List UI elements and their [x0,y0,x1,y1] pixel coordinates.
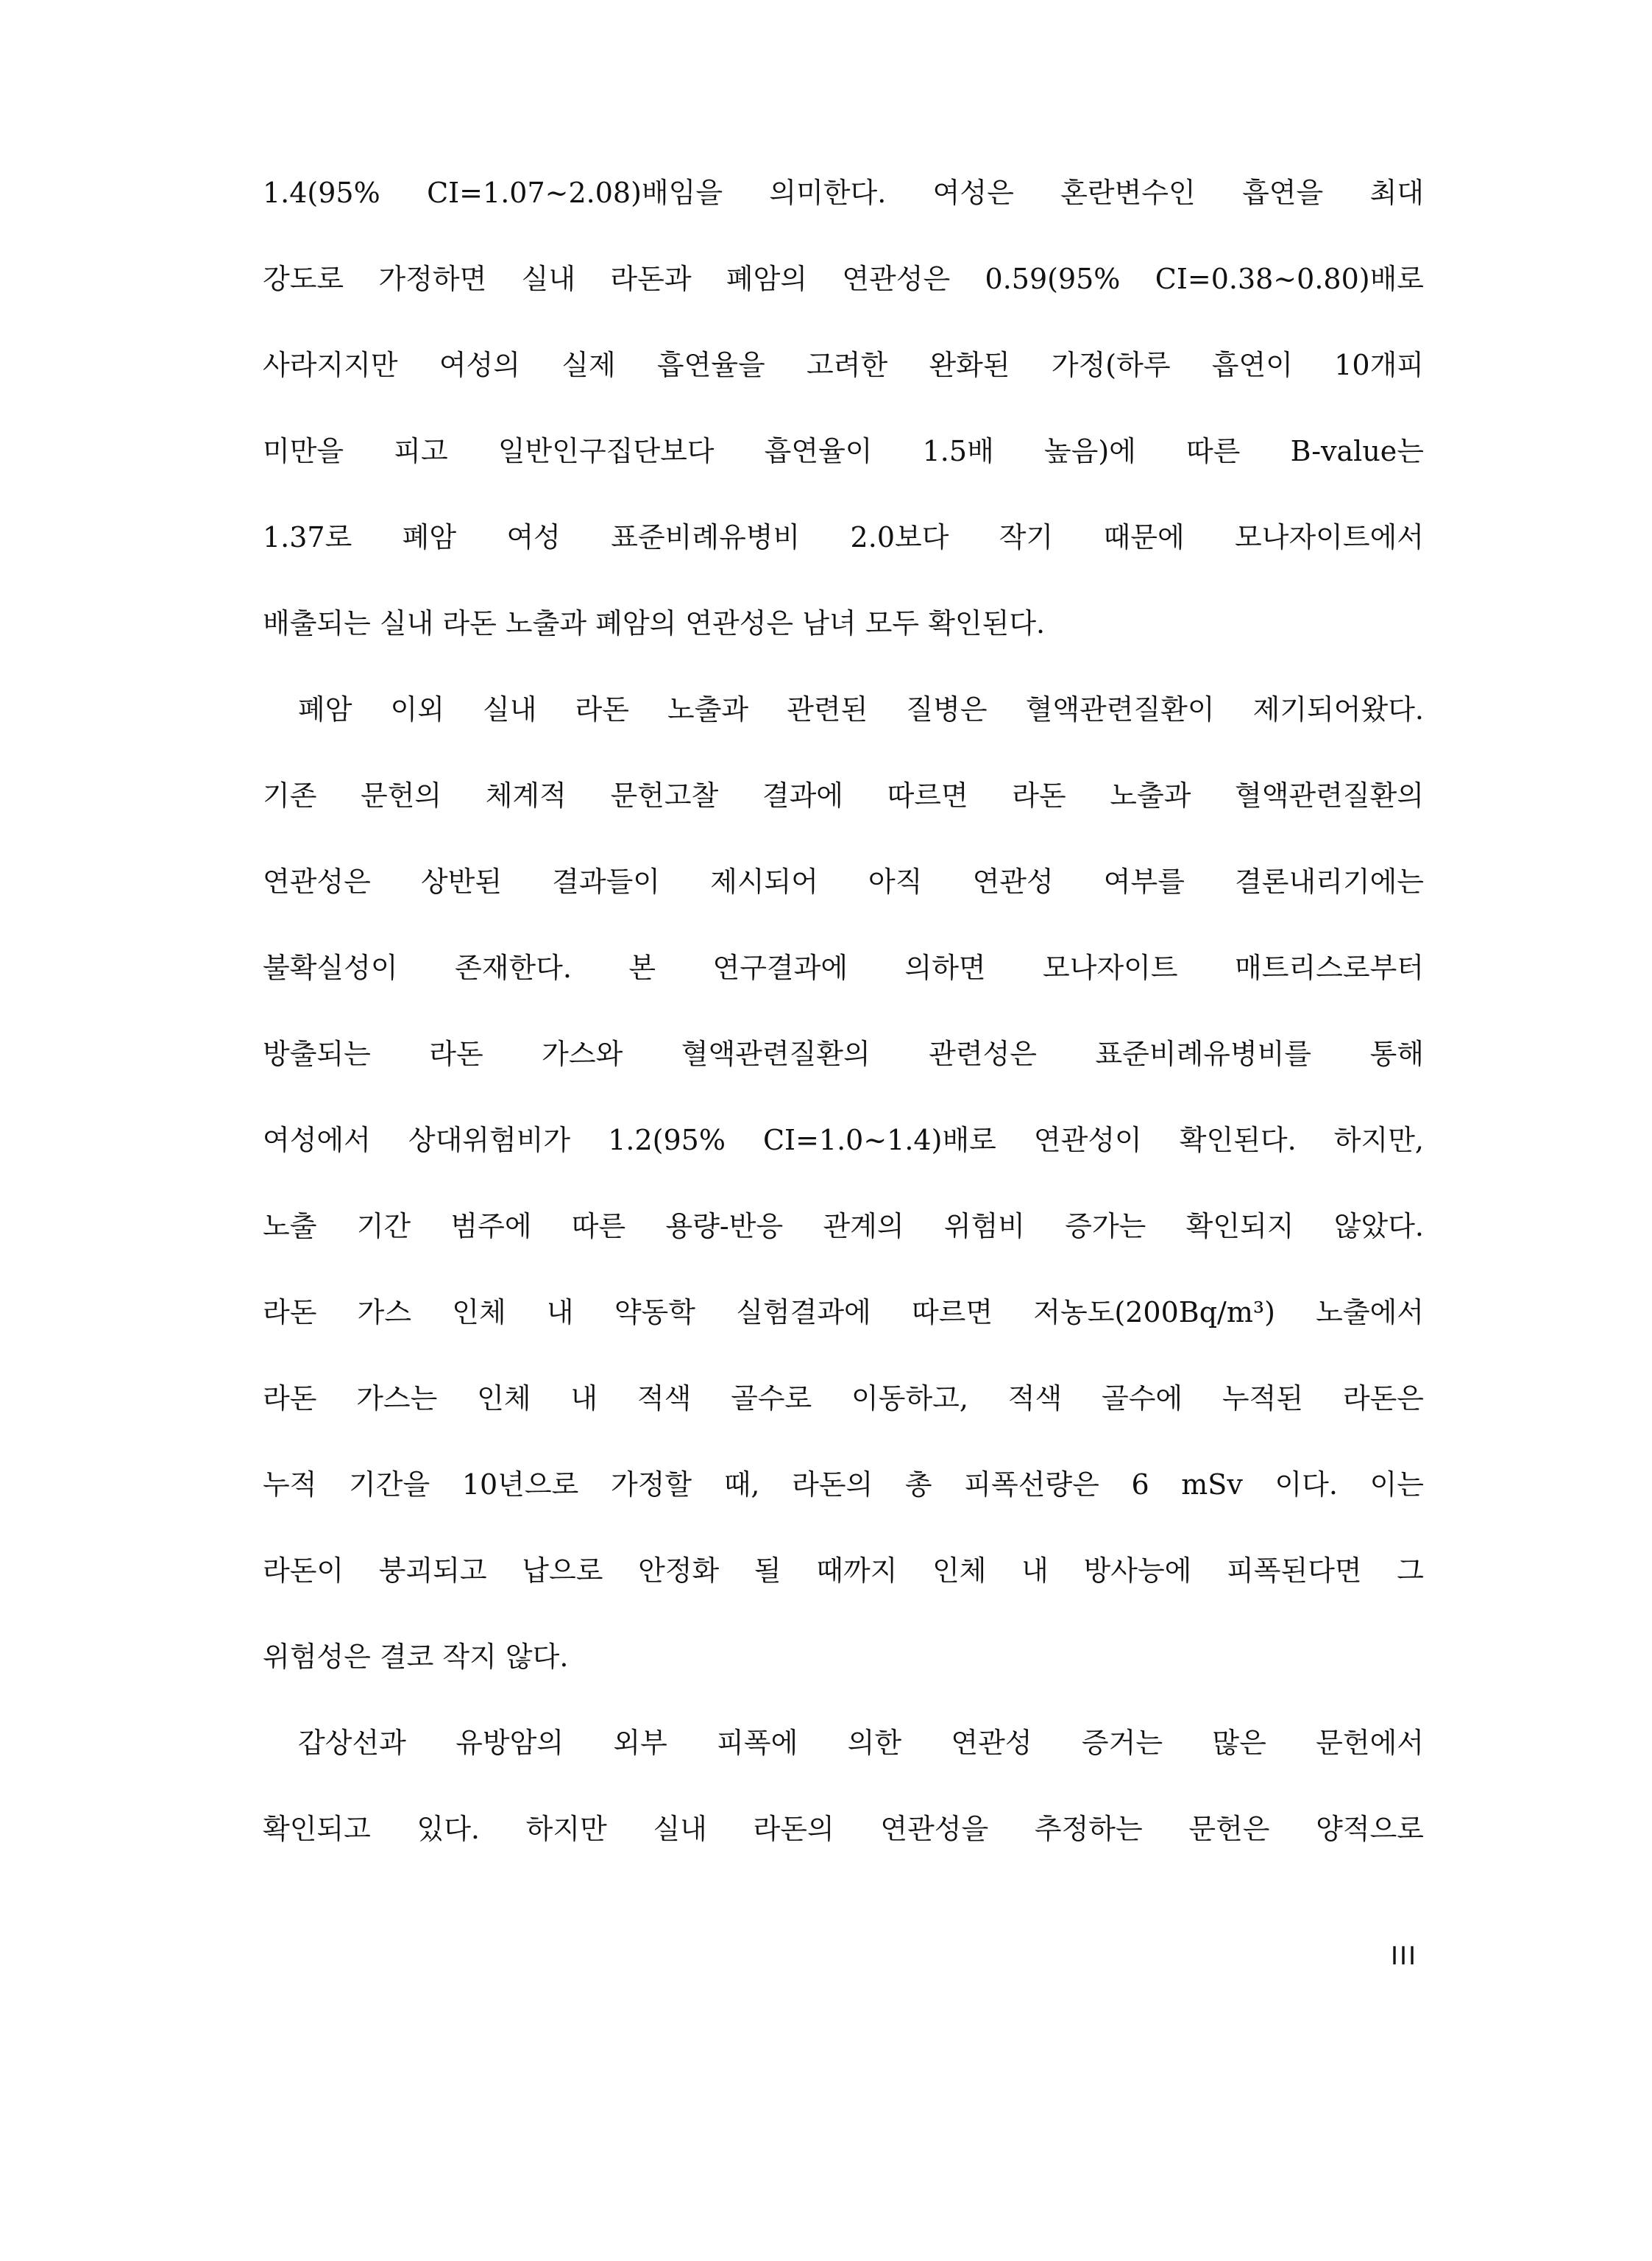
text-line: 연관성은 상반된 결과들이 제시되어 아직 연관성 여부를 결론내리기에는 [263,866,1424,898]
text-line: 사라지지만 여성의 실제 흡연율을 고려한 완화된 가정(하루 흡연이 10개피 [263,349,1424,381]
text-line: 강도로 가정하면 실내 라돈과 폐암의 연관성은 0.59(95% CI=0.38~0.80)배로 [263,263,1424,295]
text-line: 기존 문헌의 체계적 문헌고찰 결과에 따르면 라돈 노출과 혈액관련질환의 [263,779,1424,812]
text-line: 방출되는 라돈 가스와 혈액관련질환의 관련성은 표준비례유병비를 통해 [263,1038,1424,1070]
page-number: III [1391,1942,1418,1971]
text-line: 라돈이 붕괴되고 납으로 안정화 될 때까지 인체 내 방사능에 피폭된다면 그 [263,1554,1424,1587]
text-line: 배출되는 실내 라돈 노출과 폐암의 연관성은 남녀 모두 확인된다. [263,607,1046,640]
paragraph-first-line: 갑상선과 유방암의 외부 피폭에 의한 연관성 증거는 많은 문헌에서 [298,1727,1424,1759]
paragraph-first-line: 폐암 이외 실내 라돈 노출과 관련된 질병은 혈액관련질환이 제기되어왔다. [298,693,1424,726]
text-line: 누적 기간을 10년으로 가정할 때, 라돈의 총 피폭선량은 6 mSv 이다. 이는 [263,1468,1424,1501]
text-line: 라돈 가스 인체 내 약동학 실험결과에 따르면 저농도(200Bq/m³) 노출에서 [263,1296,1424,1328]
text-line: 노출 기간 범주에 따른 용량-반응 관계의 위험비 증가는 확인되지 않았다. [263,1210,1424,1242]
text-line: 라돈 가스는 인체 내 적색 골수로 이동하고, 적색 골수에 누적된 라돈은 [263,1382,1424,1415]
text-line: 1.37로 폐암 여성 표준비례유병비 2.0보다 작기 때문에 모나자이트에서 [263,521,1424,553]
text-line: 위험성은 결코 작지 않다. [263,1641,569,1673]
text-line: 확인되고 있다. 하지만 실내 라돈의 연관성을 추정하는 문헌은 양적으로 [263,1813,1424,1845]
text-line: 미만을 피고 일반인구집단보다 흡연율이 1.5배 높음)에 따른 B-value는 [263,435,1424,467]
text-line: 1.4(95% CI=1.07~2.08)배임을 의미한다. 여성은 혼란변수인 흡연을 최대 [263,177,1424,209]
text-line: 여성에서 상대위험비가 1.2(95% CI=1.0~1.4)배로 연관성이 확인된다. 하지만, [263,1124,1424,1156]
text-line: 불확실성이 존재한다. 본 연구결과에 의하면 모나자이트 매트리스로부터 [263,952,1424,984]
